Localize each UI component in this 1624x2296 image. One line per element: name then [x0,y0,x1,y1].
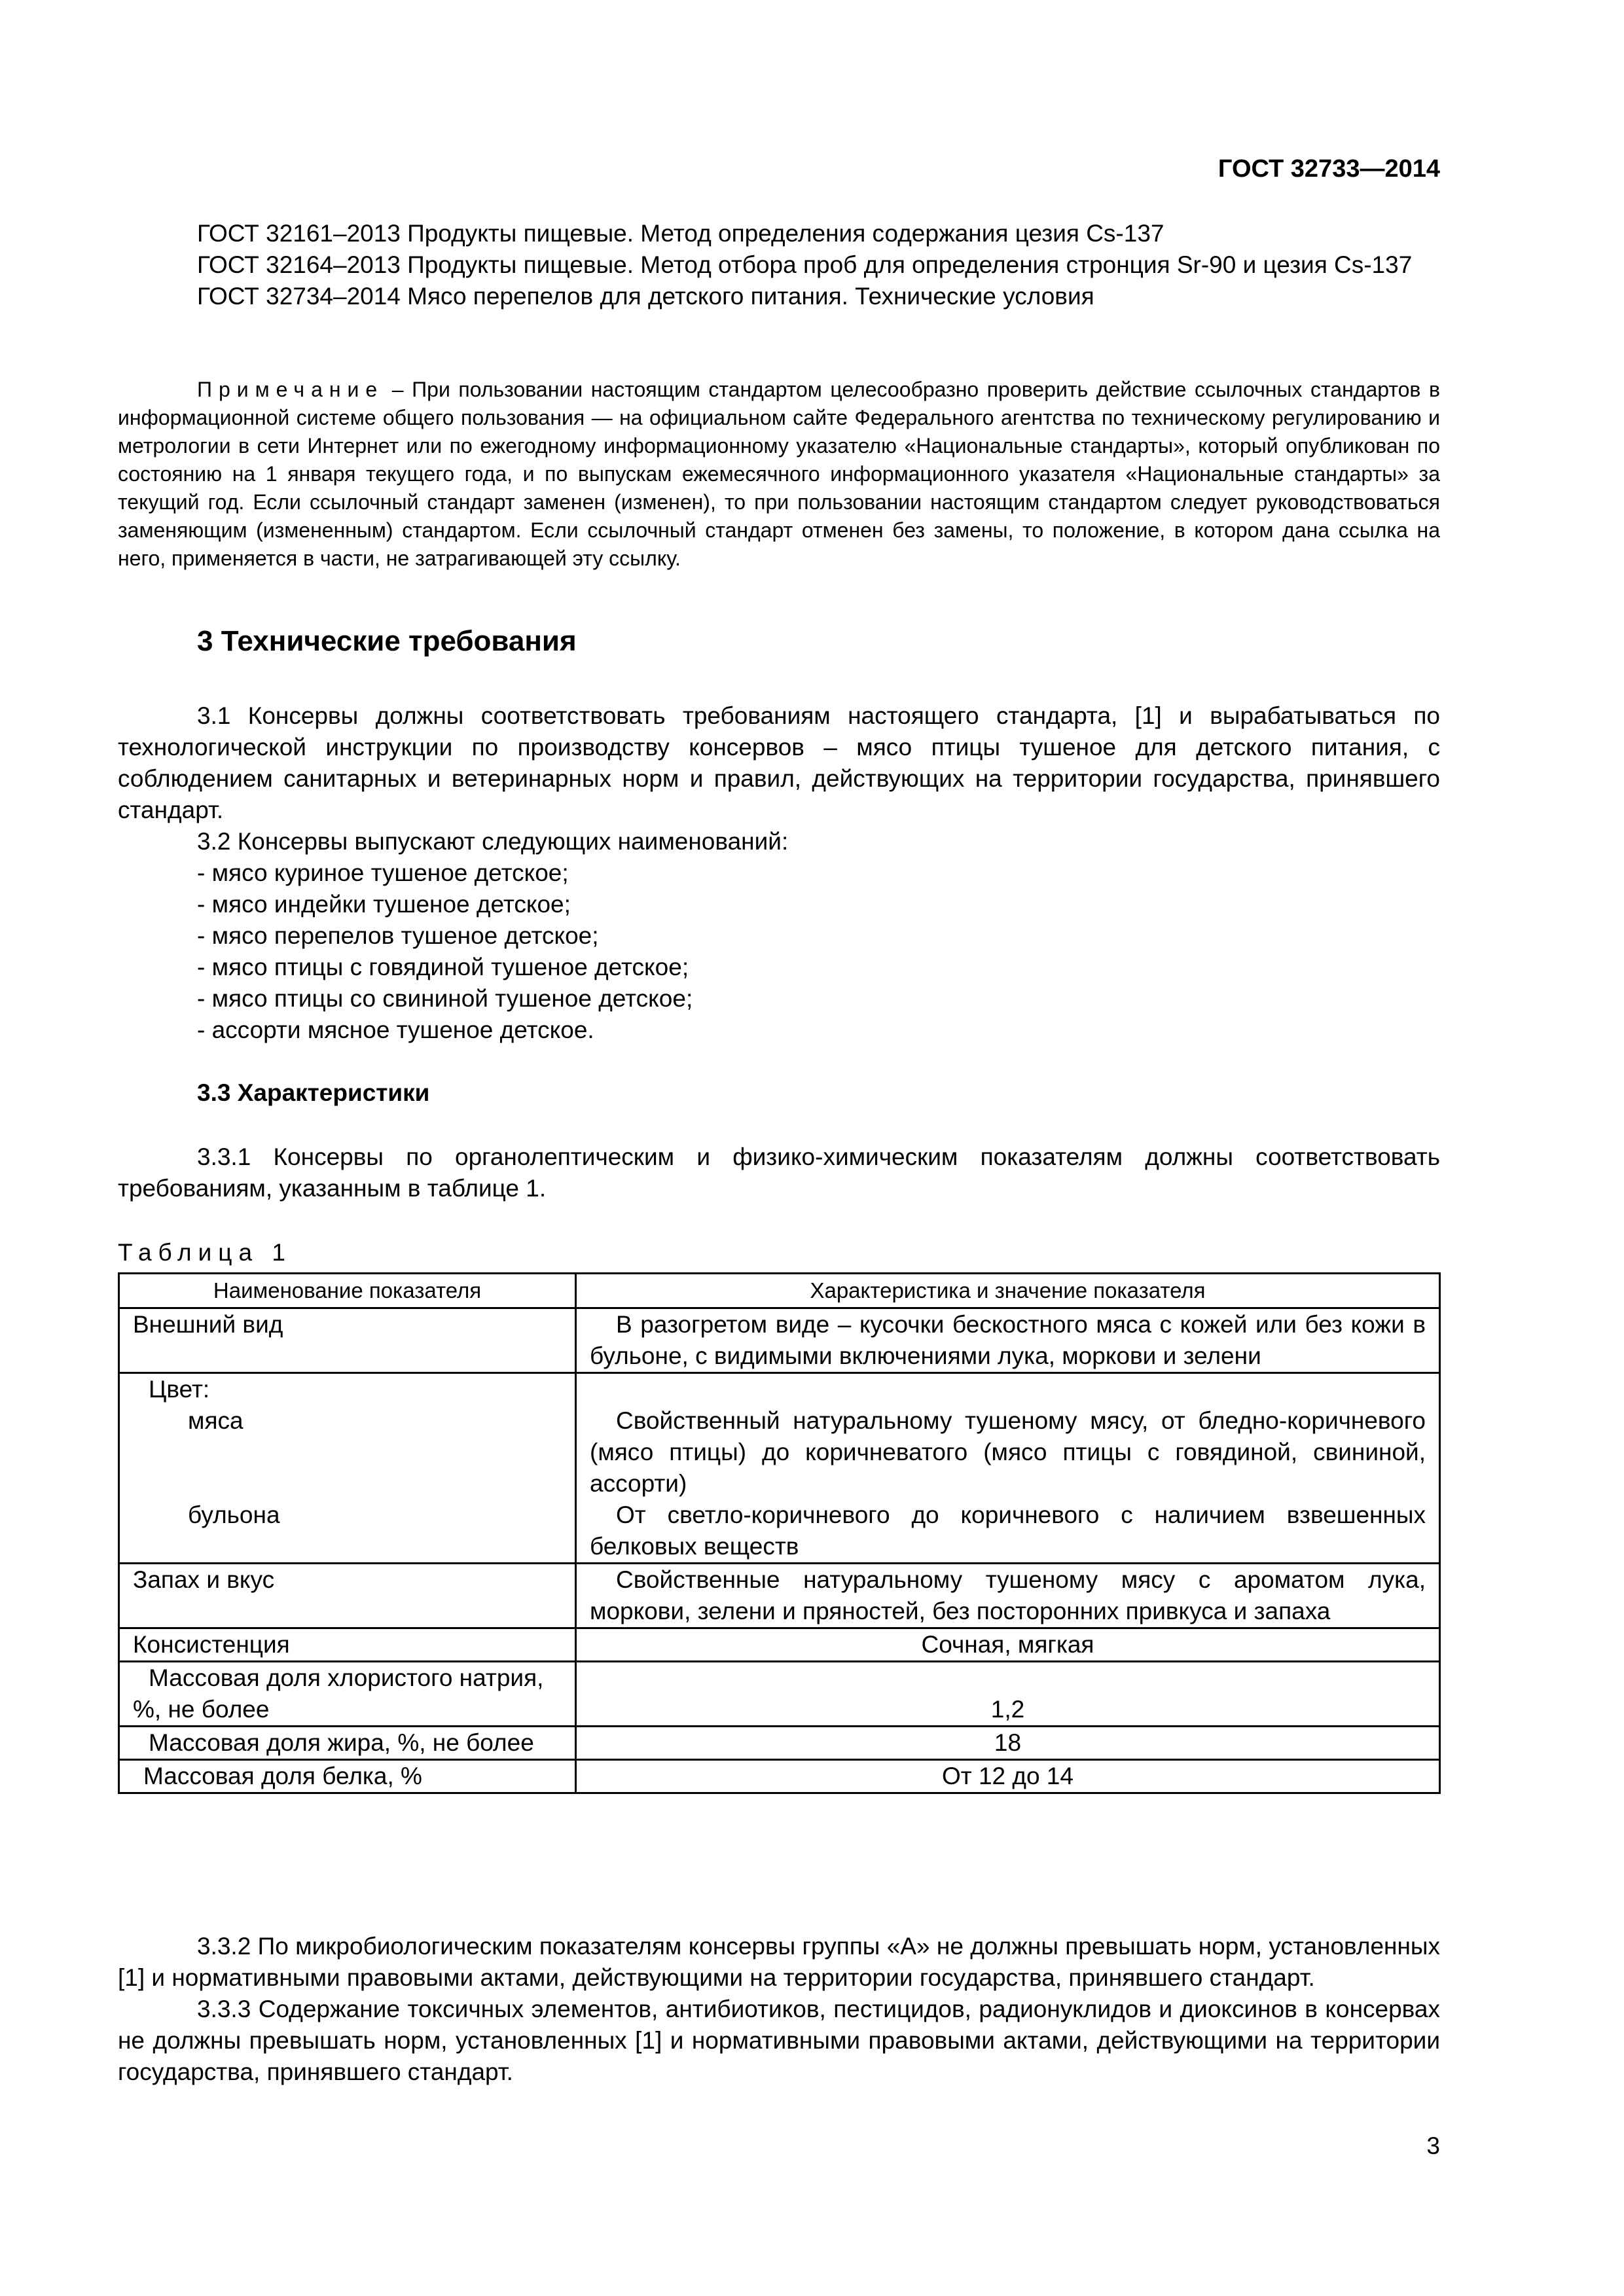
paragraph-3-3-2: 3.3.2 По микробиологическим показателям консервы группы «А» не должны превышать норм, установленных [1] и нормативными правовыми актами, действующими на территории государства, принявшего стандарт. [118,1933,1440,1991]
reference-item: ГОСТ 32734–2014 Мясо перепелов для детского питания. Технические условия [197,283,1094,310]
reference-item: ГОСТ 32161–2013 Продукты пищевые. Метод определения содержания цезия Cs-137 [197,220,1164,247]
table-row [119,1760,1440,1793]
list-item: - ассорти мясное тушеное детское. [197,1016,594,1043]
table-cell: Консистенция [119,1628,576,1662]
table-cell: От 12 до 14 [576,1760,1440,1793]
table-cell: Свойственные натуральному тушеному мясу с ароматом лука, моркови, зелени и пряностей, без посторонних привкуса и запаха [576,1564,1440,1628]
table-header-row [119,1274,1440,1308]
document-header: ГОСТ 32733—2014 [1218,155,1440,183]
subsection-heading: 3.3 Характеристики [197,1079,430,1106]
table-row [119,1662,1440,1727]
table-cell: Массовая доля жира, %, не более [119,1727,576,1760]
reference-list [118,218,1440,312]
list-item: - мясо перепелов тушеное детское; [197,922,599,949]
list-item: - мясо индейки тушеное детское; [197,891,571,918]
table-header-cell: Наименование показателя [119,1274,576,1308]
table-cell: Внешний вид [119,1308,576,1373]
note-label: Примечание [197,378,384,401]
list-item: - мясо куриное тушеное детское; [197,859,569,886]
table-row [119,1564,1440,1628]
paragraph-3-2: 3.2 Консервы выпускают следующих наименований: [197,828,789,855]
table-cell: Сочная, мягкая [576,1628,1440,1662]
reference-item: ГОСТ 32164–2013 Продукты пищевые. Метод отбора проб для определения стронция Sr-90 и цезия Cs-137 [197,251,1413,278]
table-row [119,1628,1440,1662]
list-item: - мясо птицы с говядиной тушеное детское; [197,954,689,980]
table-row [119,1308,1440,1373]
paragraph-3-3-3: 3.3.3 Содержание токсичных элементов, антибиотиков, пестицидов, радионуклидов и диоксинов в консервах не должны превышать норм, установленных [1] и нормативными правовыми актами, действующими на территории государства, принявшего стандарт. [118,1996,1440,2085]
table-cell [576,1373,1440,1564]
table-cell: Массовая доля белка, % [119,1760,576,1793]
table-cell: В разогретом виде – кусочки бескостного мяса с кожей или без кожи в бульоне, с видимыми включениями лука, моркови и зелени [576,1308,1440,1373]
table-cell-value: От светло-коричневого до коричневого с наличием взвешенных белковых веществ [590,1501,1426,1560]
table-row [119,1373,1440,1564]
note-text: – При пользовании настоящим стандартом целесообразно проверить действие ссылочных стандартов в информационной системе общего пользования — на официальном сайте Федерального агентства по техническому регулированию и метрологии в сети Интернет или по ежегодному информационному указателю «Национальные стандарты», который опубликован по состоянию на 1 января текущего года, и по выпускам ежемесячного информационного указателя «Национальные стандарты» за текущий год. Если ссылочный стандарт заменен (изменен), то при пользовании настоящим стандартом следует руководствоваться заменяющим (измененным) стандартом. Если ссылочный стандарт отменен без замены, то положение, в котором дана ссылка на него, применяется в части, не затрагивающей эту ссылку. [118,378,1441,570]
table-cell-label: мяса [188,1407,244,1434]
paragraph-3-3-1-text: 3.3.1 Консервы по органолептическим и физико-химическим показателям должны соответствовать требованиям, указанным в таблице 1. [118,1143,1440,1202]
table-1 [118,1272,1441,1794]
table-cell-label: бульона [188,1501,280,1528]
page-number: 3 [1426,2132,1440,2159]
paragraph-3-3-1 [118,1141,1440,1204]
table-header-cell: Характеристика и значение показателя [576,1274,1440,1308]
table-cell: Массовая доля хлористого натрия, %, не более [119,1662,576,1727]
table-cell-label: Цвет: [149,1376,210,1403]
table-cell: 18 [576,1727,1440,1760]
section-continuation [118,1931,1440,2088]
note [118,376,1440,573]
table-cell-value: Свойственный натуральному тушеному мясу, от бледно-коричневого (мясо птицы) до коричневатого (мясо птицы с говядиной, свининой, ассорти) [590,1407,1426,1497]
table-cell [119,1373,576,1564]
section-body [118,700,1440,1046]
table-caption: Таблица 1 [118,1239,292,1266]
section-heading: 3 Технические требования [197,625,577,657]
paragraph-3-1: 3.1 Консервы должны соответствовать требованиям настоящего стандарта, [1] и вырабатываться по технологической инструкции по производству консервов – мясо птицы тушеное для детского питания, с соблюдением санитарных и ветеринарных норм и правил, действующих на территории государства, принявшего стандарт. [118,702,1440,823]
table-cell: 1,2 [576,1662,1440,1727]
table-row [119,1727,1440,1760]
list-item: - мясо птицы со свининой тушеное детское; [197,985,693,1012]
table-cell: Запах и вкус [119,1564,576,1628]
